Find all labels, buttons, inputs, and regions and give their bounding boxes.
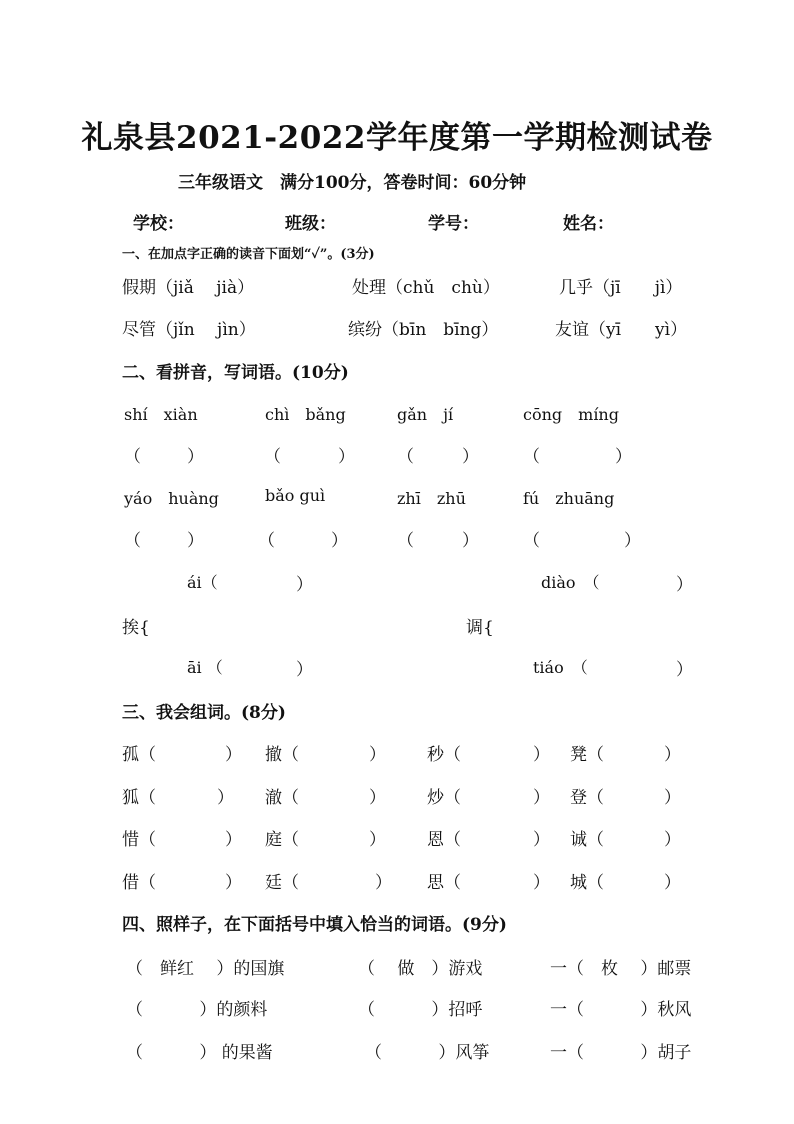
page-title: 礼泉县2021-2022学年度第一学期检测试卷 — [81, 120, 713, 156]
word-group-char: 借（ — [122, 873, 156, 893]
answer-open-paren: （ — [397, 531, 414, 551]
polyphone-character: 挨{ — [122, 618, 150, 638]
word-group-char: 炒（ — [427, 788, 461, 808]
answer-close-paren: ） — [462, 447, 479, 467]
q2-heading: 二、看拼音，写词语。(10分) — [122, 363, 349, 383]
fill-in-item: （ ） 的果酱 — [126, 1043, 273, 1063]
school-label: 学校： — [133, 214, 184, 234]
student-number-label: 学号： — [428, 214, 479, 234]
pinyin-prompt: gǎn jí — [397, 405, 454, 424]
student-name-label: 姓名： — [563, 214, 614, 234]
answer-close-paren: ） — [533, 873, 550, 893]
fill-in-item: （ 做 ）游戏 — [358, 959, 483, 979]
word-group-char: 廷（ — [265, 873, 299, 893]
answer-close-paren: ） — [296, 660, 313, 680]
answer-close-paren: ） — [187, 531, 204, 551]
word-group-char: 孤（ — [122, 745, 156, 765]
fill-in-item: 一（ ）秋风 — [550, 1000, 692, 1020]
word-group-char: 秒（ — [427, 745, 461, 765]
answer-close-paren: ） — [296, 575, 313, 595]
answer-close-paren: ） — [331, 531, 348, 551]
answer-close-paren: ） — [664, 745, 681, 765]
word-group-char: 狐（ — [122, 788, 156, 808]
answer-close-paren: ） — [533, 745, 550, 765]
answer-close-paren: ） — [369, 788, 386, 808]
word-group-char: 登（ — [570, 788, 604, 808]
answer-close-paren: ） — [664, 788, 681, 808]
word-group-char: 惜（ — [122, 830, 156, 850]
word-group-char: 凳（ — [570, 745, 604, 765]
pinyin-prompt: shí xiàn — [124, 405, 198, 424]
polyphone-reading: ái（ — [187, 573, 218, 592]
answer-open-paren: （ — [523, 531, 540, 551]
pinyin-prompt: yáo huàng — [124, 489, 219, 508]
answer-close-paren: ） — [369, 745, 386, 765]
answer-close-paren: ） — [664, 873, 681, 893]
pinyin-prompt: fú zhuāng — [523, 489, 615, 508]
q1-item: 友谊（yī yì） — [555, 320, 688, 340]
polyphone-reading: diào （ — [541, 573, 600, 592]
word-group-char: 撤（ — [265, 745, 299, 765]
class-label: 班级： — [285, 214, 336, 234]
exam-subtitle: 三年级语文 满分100分，答卷时间：60分钟 — [178, 173, 527, 193]
q1-item: 处理（chǔ chù） — [352, 278, 500, 298]
fill-in-item: 一（ 枚 ）邮票 — [550, 959, 692, 979]
pinyin-prompt: zhī zhū — [397, 489, 466, 508]
polyphone-reading: āi （ — [187, 658, 223, 677]
word-group-char: 恩（ — [427, 830, 461, 850]
answer-open-paren: （ — [264, 447, 281, 467]
answer-close-paren: ） — [533, 830, 550, 850]
q3-heading: 三、我会组词。(8分) — [122, 703, 286, 723]
answer-close-paren: ） — [225, 830, 242, 850]
answer-close-paren: ） — [533, 788, 550, 808]
q1-item: 几乎（jī jì） — [559, 278, 683, 298]
word-group-char: 庭（ — [265, 830, 299, 850]
answer-open-paren: （ — [523, 447, 540, 467]
fill-in-item: （ ）风筝 — [365, 1043, 490, 1063]
answer-close-paren: ） — [462, 531, 479, 551]
answer-close-paren: ） — [369, 830, 386, 850]
q1-item: 假期（jiǎ jià） — [122, 278, 255, 298]
answer-open-paren: （ — [124, 531, 141, 551]
word-group-char: 城（ — [570, 873, 604, 893]
pinyin-prompt: bǎo guì — [265, 486, 326, 505]
answer-close-paren: ） — [624, 531, 641, 551]
answer-open-paren: （ — [258, 531, 275, 551]
polyphone-character: 调{ — [466, 618, 494, 638]
q1-item: 尽管（jǐn jìn） — [122, 320, 256, 340]
pinyin-prompt: chì bǎng — [265, 405, 346, 424]
fill-in-item: （ ）招呼 — [358, 1000, 483, 1020]
answer-close-paren: ） — [187, 447, 204, 467]
answer-open-paren: （ — [124, 447, 141, 467]
answer-close-paren: ） — [676, 575, 693, 595]
answer-close-paren: ） — [217, 788, 234, 808]
answer-close-paren: ） — [375, 873, 392, 893]
fill-in-item: （ ）的颜料 — [126, 1000, 268, 1020]
pinyin-prompt: cōng míng — [523, 405, 619, 424]
fill-in-item: 一（ ）胡子 — [550, 1043, 692, 1063]
answer-close-paren: ） — [225, 745, 242, 765]
answer-close-paren: ） — [664, 830, 681, 850]
word-group-char: 诚（ — [570, 830, 604, 850]
answer-close-paren: ） — [225, 873, 242, 893]
word-group-char: 思（ — [427, 873, 461, 893]
word-group-char: 澈（ — [265, 788, 299, 808]
q4-heading: 四、照样子，在下面括号中填入恰当的词语。(9分) — [122, 915, 507, 935]
fill-in-item: （ 鲜红 ）的国旗 — [126, 959, 285, 979]
q1-item: 缤纷（bīn bīng） — [348, 320, 499, 340]
answer-open-paren: （ — [397, 447, 414, 467]
answer-close-paren: ） — [676, 660, 693, 680]
q1-heading: 一、在加点字正确的读音下面划“✓”。(3分) — [122, 247, 375, 262]
answer-close-paren: ） — [615, 447, 632, 467]
polyphone-reading: tiáo （ — [533, 658, 588, 677]
answer-close-paren: ） — [338, 447, 355, 467]
